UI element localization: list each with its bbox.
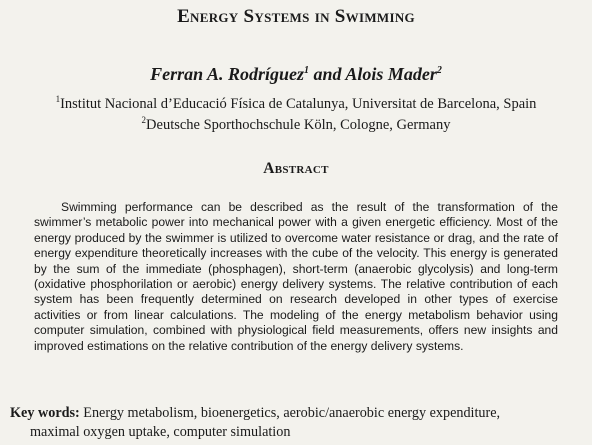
keywords-text: Energy metabolism, bioenergetics, aerobic/anaerobic energy expenditure,: [83, 405, 501, 421]
paper-title: Energy Systems in Swimming: [177, 6, 415, 27]
keywords-label: Key words:: [10, 405, 80, 421]
abstract-body: Swimming performance can be described as the result of the transformation of the swimmer’s metabolic power into mechanical power with a given energetic efficiency. Most of the energy produced by the swimmer is utilized to overcome water resistance or drag, and the rate of energy expenditure theoretically increases with the cube of the velocity. This energy is generated by the sum of the immediate (phosphagen), short-term (anaerobic glycolysis) and long-term (oxidative phosphorilation or aerobic) energy delivery systems. The relative contribution of each system has been frequently determined on research developed in other types of exercise activities or from linear calculations. The modeling of the energy metabolism behavior using computer simulation, combined with physiological field measurements, offers new insights and improved estimations on the relative contribution of the energy delivery systems.: [34, 200, 558, 353]
affiliation-marker: 2: [436, 65, 442, 76]
author-line: [0, 64, 592, 85]
affiliation-2: [0, 115, 592, 134]
affiliation-text: Deutsche Sporthochschule Köln, Cologne, Germany: [146, 116, 451, 133]
author-name: Alois Mader: [345, 64, 437, 84]
affiliation-marker: 1: [304, 65, 309, 76]
affiliation-text: Institut Nacional d’Educació Física de Catalunya, Universitat de Barcelona, Spain: [60, 95, 537, 112]
author-conjunction: and: [309, 64, 346, 84]
author-name: Ferran A. Rodríguez: [150, 64, 304, 84]
affiliation-1: [0, 94, 592, 113]
keywords-text-continued: maximal oxygen uptake, computer simulation: [30, 424, 291, 440]
affiliation-marker: 2: [141, 115, 147, 125]
keywords-section: [10, 404, 584, 442]
abstract-heading: Abstract: [263, 160, 329, 177]
affiliation-marker: 1: [55, 94, 61, 104]
